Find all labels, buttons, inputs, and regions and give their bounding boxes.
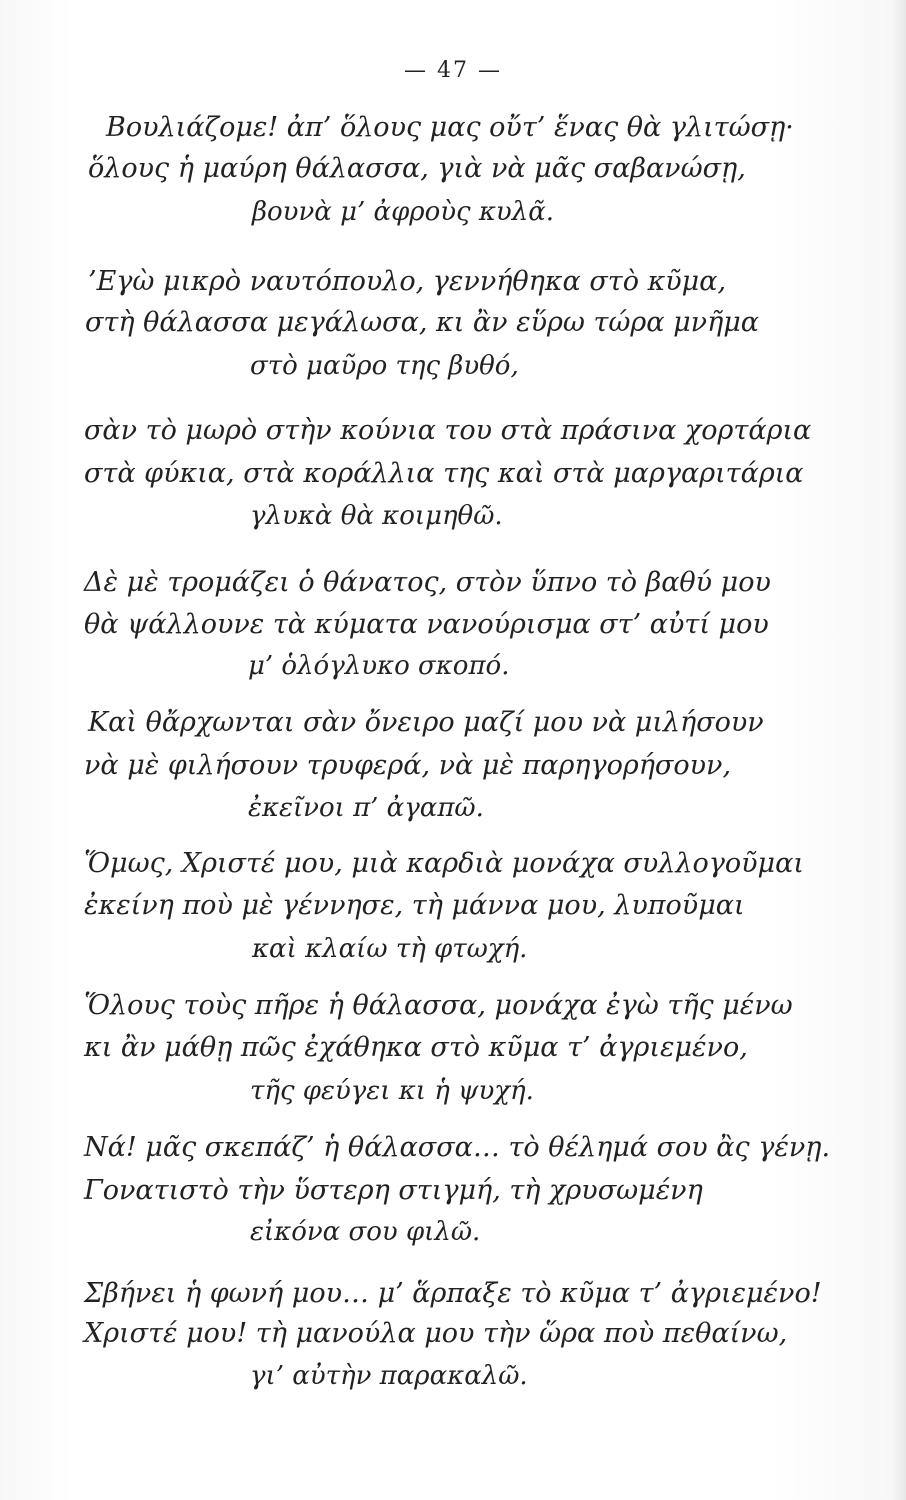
verse-line: καὶ κλαίω τὴ φτωχή.	[252, 934, 528, 964]
verse-line: Σβήνει ἡ φωνή μου… μ’ ἅρπαξε τὸ κῦμα τ’ ἀγριεμένο!	[84, 1278, 822, 1309]
verse-line: τῆς φεύγει κι ἡ ψυχή.	[250, 1076, 534, 1106]
page-edge-shadow	[892, 0, 906, 1500]
verse-line: σὰν τὸ μωρὸ στὴν κούνια του στὰ πράσινα χορτάρια	[84, 415, 812, 446]
verse-line: νὰ μὲ φιλήσουν τρυφερά, νὰ μὲ παρηγορήσουν,	[84, 750, 732, 781]
verse-line: Νά! μᾶς σκεπάζ’ ἡ θάλασσα… τὸ θέλημά σου ἂς γένῃ.	[84, 1132, 831, 1163]
verse-line: βουνὰ μ’ ἀφροὺς κυλᾶ.	[252, 197, 555, 227]
verse-line: Καὶ θἄρχωνται σὰν ὄνειρο μαζί μου νὰ μιλήσουν	[88, 707, 764, 738]
verse-line: γλυκὰ θὰ κοιμηθῶ.	[250, 501, 503, 531]
verse-line: εἰκόνα σου φιλῶ.	[250, 1217, 481, 1247]
verse-line: θὰ ψάλλουνε τὰ κύματα νανούρισμα στ’ αὐτί μου	[84, 609, 769, 640]
verse-line: ἐκείνη ποὺ μὲ γέννησε, τὴ μάννα μου, λυποῦμαι	[84, 890, 745, 921]
verse-line: Γονατιστὸ τὴν ὕστερη στιγμή, τὴ χρυσωμένη	[84, 1175, 703, 1206]
verse-line: Ὅμως, Χριστέ μου, μιὰ καρδιὰ μονάχα συλλογοῦμαι	[84, 848, 804, 879]
verse-line: Βουλιάζομε! ἀπ’ ὅλους μας οὔτ’ ἕνας θὰ γλιτώσῃ·	[106, 112, 794, 143]
verse-line: Δὲ μὲ τρομάζει ὁ θάνατος, στὸν ὕπνο τὸ βαθύ μου	[84, 567, 771, 598]
verse-line: ἐκεῖνοι π’ ἀγαπῶ.	[248, 793, 484, 823]
verse-line: γι’ αὐτὴν παρακαλῶ.	[250, 1361, 528, 1391]
verse-line: Χριστέ μου! τὴ μανούλα μου τὴν ὥρα ποὺ πεθαίνω,	[84, 1318, 788, 1349]
verse-line: στὸ μαῦρο της βυθό,	[250, 351, 519, 381]
verse-line: ὅλους ἡ μαύρη θάλασσα, γιὰ νὰ μᾶς σαβανώσῃ,	[88, 153, 746, 184]
verse-line: κι ἂν μάθῃ πῶς ἐχάθηκα στὸ κῦμα τ’ ἀγριεμένο,	[84, 1032, 748, 1063]
verse-line: Ὅλους τοὺς πῆρε ἡ θάλασσα, μονάχα ἐγὼ τῆς μένω	[84, 990, 793, 1021]
verse-line: μ’ ὁλόγλυκο σκοπό.	[248, 651, 510, 681]
verse-line: ’Εγὼ μικρὸ ναυτόπουλο, γεννήθηκα στὸ κῦμα,	[88, 266, 727, 297]
verse-line: στὰ φύκια, στὰ κοράλλια της καὶ στὰ μαργαριτάρια	[84, 458, 804, 489]
page-number: — 47 —	[404, 58, 502, 83]
verse-line: στὴ θάλασσα μεγάλωσα, κι ἂν εὕρω τώρα μνῆμα	[85, 307, 760, 338]
